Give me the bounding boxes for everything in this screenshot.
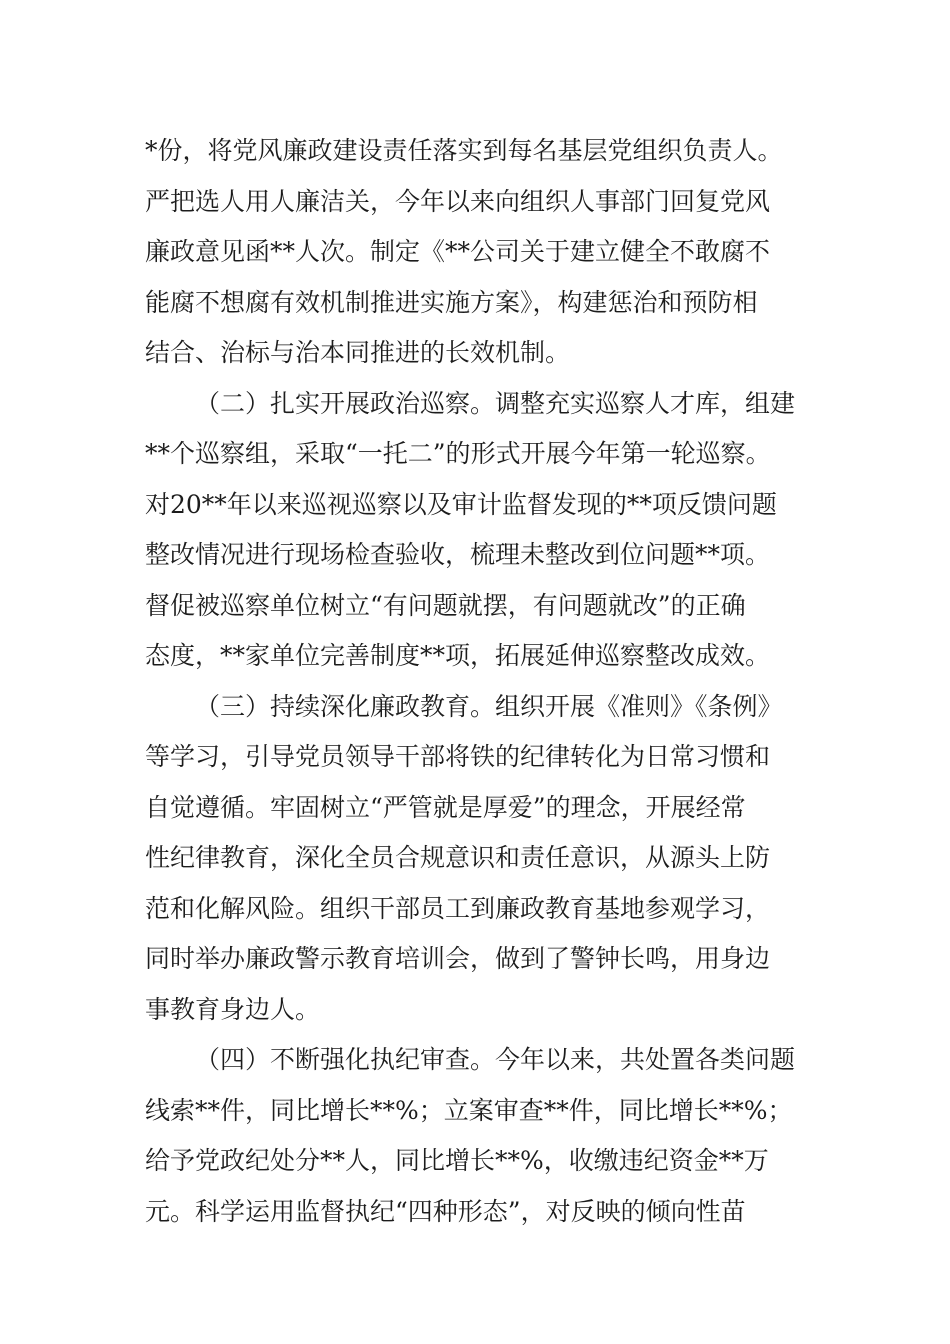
text-line: 元。科学运用监督执纪“四种形态”，对反映的倾向性苗 bbox=[145, 1196, 746, 1226]
section-heading-line: （二）扎实开展政治巡察。调整充实巡察人才库，组建 bbox=[195, 388, 796, 418]
text-line: 能腐不想腐有效机制推进实施方案》，构建惩治和预防相 bbox=[145, 287, 758, 317]
document-body bbox=[145, 126, 825, 1237]
text-line: 性纪律教育，深化全员合规意识和责任意识，从源头上防 bbox=[145, 843, 771, 872]
text-line: 对20**年以来巡视巡察以及审计监督发现的**项反馈问题 bbox=[145, 489, 777, 519]
text-line: 廉政意见函**人次。制定《**公司关于建立健全不敢腐不 bbox=[145, 237, 771, 266]
text-line: 结合、治标与治本同推进的长效机制。 bbox=[145, 338, 571, 367]
text-line: 态度，**家单位完善制度**项，拓展延伸巡察整改成效。 bbox=[145, 641, 771, 670]
text-line: 整改情况进行现场检查验收，梳理未整改到位问题**项。 bbox=[145, 540, 771, 569]
text-line: 事教育身边人。 bbox=[145, 994, 321, 1024]
section-heading-line: （四）不断强化执纪审查。今年以来，共处置各类问题 bbox=[195, 1045, 796, 1074]
text-line: 严把选人用人廉洁关，今年以来向组织人事部门回复党风 bbox=[145, 186, 771, 216]
text-line: 等学习，引导党员领导干部将铁的纪律转化为日常习惯和 bbox=[145, 742, 771, 771]
section-heading-line: （三）持续深化廉政教育。组织开展《准则》《条例》 bbox=[195, 691, 783, 721]
text-line: 同时举办廉政警示教育培训会，做到了警钟长鸣，用身边 bbox=[145, 944, 771, 973]
text-line: 线索**件，同比增长**%；立案审查**件，同比增长**%； bbox=[145, 1095, 793, 1125]
text-line: 范和化解风险。组织干部员工到廉政教育基地参观学习， bbox=[145, 893, 771, 923]
text-line: *份，将党风廉政建设责任落实到每名基层党组织负责人。 bbox=[145, 136, 783, 165]
text-line: 督促被巡察单位树立“有问题就摆，有问题就改”的正确 bbox=[145, 590, 746, 620]
text-line: **个巡察组，采取“一托二”的形式开展今年第一轮巡察。 bbox=[145, 439, 771, 468]
text-line: 给予党政纪处分**人，同比增长**%，收缴违纪资金**万 bbox=[145, 1146, 769, 1175]
text-line: 自觉遵循。牢固树立“严管就是厚爱”的理念，开展经常 bbox=[145, 792, 746, 822]
